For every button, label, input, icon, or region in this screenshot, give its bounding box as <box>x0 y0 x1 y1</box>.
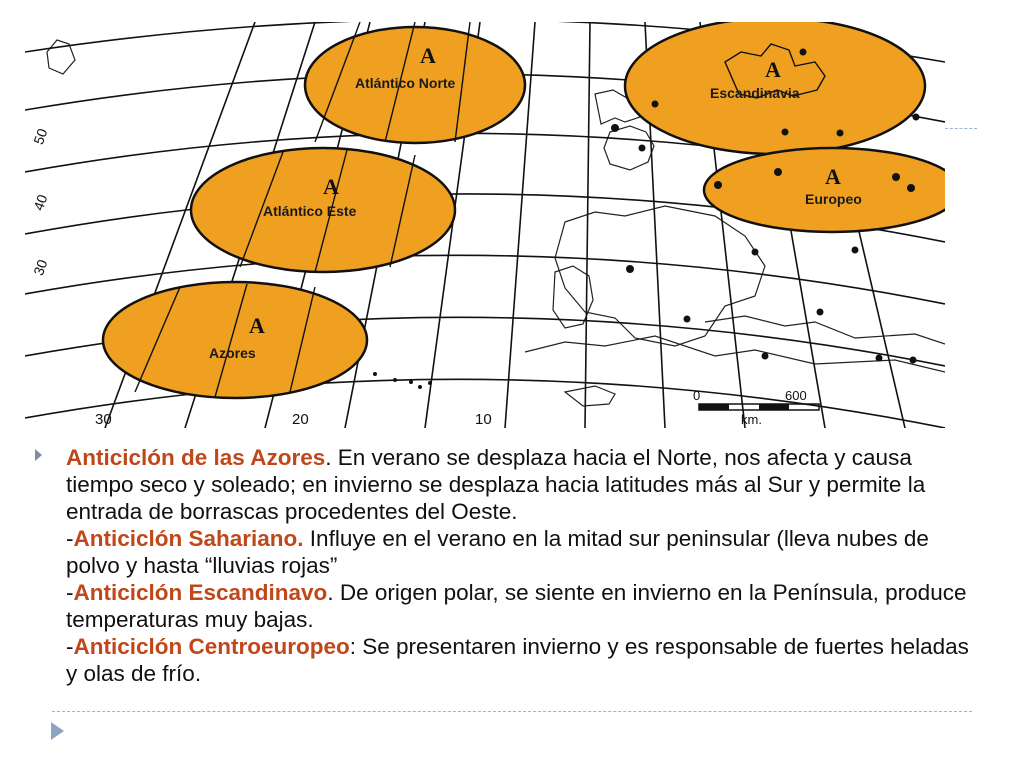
scale-bar <box>693 388 819 427</box>
bottom-dashed-rule <box>52 711 972 712</box>
region-europeo <box>704 148 945 232</box>
region-letter: A <box>323 174 339 199</box>
paragraph-body: Influye en el verano en la mitad sur peninsular (lleva nubes de polvo y hasta “lluvias rojas” <box>66 526 929 578</box>
scale-end: 600 <box>785 388 807 403</box>
paragraph-azores <box>66 444 985 525</box>
highlight-escandinavo: Anticiclón Escandinavo <box>73 580 328 605</box>
paragraph-body: : Se presentaren invierno y es responsable de fuertes heladas y olas de frío. <box>66 634 969 686</box>
paragraph-sahariano <box>66 525 985 579</box>
next-slide-arrow-icon[interactable] <box>51 722 64 740</box>
paragraph-escandinavo <box>66 579 985 633</box>
region-atlantico-este <box>191 148 455 272</box>
paragraph-prefix: - <box>66 580 74 605</box>
scale-start: 0 <box>693 388 701 403</box>
region-atlantico-norte <box>305 22 525 143</box>
region-label-atlantico-norte: Atlántico Norte <box>355 75 456 91</box>
region-label-europeo: Europeo <box>805 191 862 207</box>
longitude-label: 20 <box>292 411 309 428</box>
paragraph-body: . En verano se desplaza hacia el Norte, nos afecta y causa tiempo seco y soleado; en invierno se desplaza hacia latitudes más al Sur y permite la entrada de borrascas procedentes del Oeste. <box>66 445 926 524</box>
region-escandinavia <box>625 22 925 154</box>
highlight-centroeuropeo: Anticiclón Centroeuropeo <box>73 634 350 659</box>
region-label-escandinavia: Escandinavia <box>710 85 800 101</box>
longitude-label: 10 <box>475 411 492 428</box>
region-letter: A <box>420 43 436 68</box>
paragraph-body: . De origen polar, se siente en invierno en la Península, produce temperaturas muy bajas. <box>66 580 967 632</box>
paragraph-prefix: - <box>66 634 74 659</box>
description-text <box>35 444 985 687</box>
latitude-label: 30 <box>30 257 51 278</box>
scale-unit: km. <box>741 412 762 427</box>
longitude-label: 30 <box>95 411 112 428</box>
highlight-sahariano: Anticiclón Sahariano. <box>73 526 304 551</box>
region-label-atlantico-este: Atlántico Este <box>263 203 357 219</box>
paragraph-prefix: - <box>66 526 74 551</box>
bullet-arrow-icon <box>35 449 42 461</box>
latitude-label: 50 <box>30 126 51 147</box>
region-label-azores: Azores <box>209 345 256 361</box>
region-letter: A <box>249 313 265 338</box>
highlight-azores: Anticiclón de las Azores <box>66 445 326 470</box>
anticyclone-map <box>25 22 945 428</box>
region-letter: A <box>765 57 781 82</box>
latitude-label: 40 <box>30 192 51 213</box>
region-letter: A <box>825 164 841 189</box>
top-dashed-rule <box>945 128 977 129</box>
paragraph-centroeuropeo <box>66 633 985 687</box>
region-azores <box>103 282 367 398</box>
